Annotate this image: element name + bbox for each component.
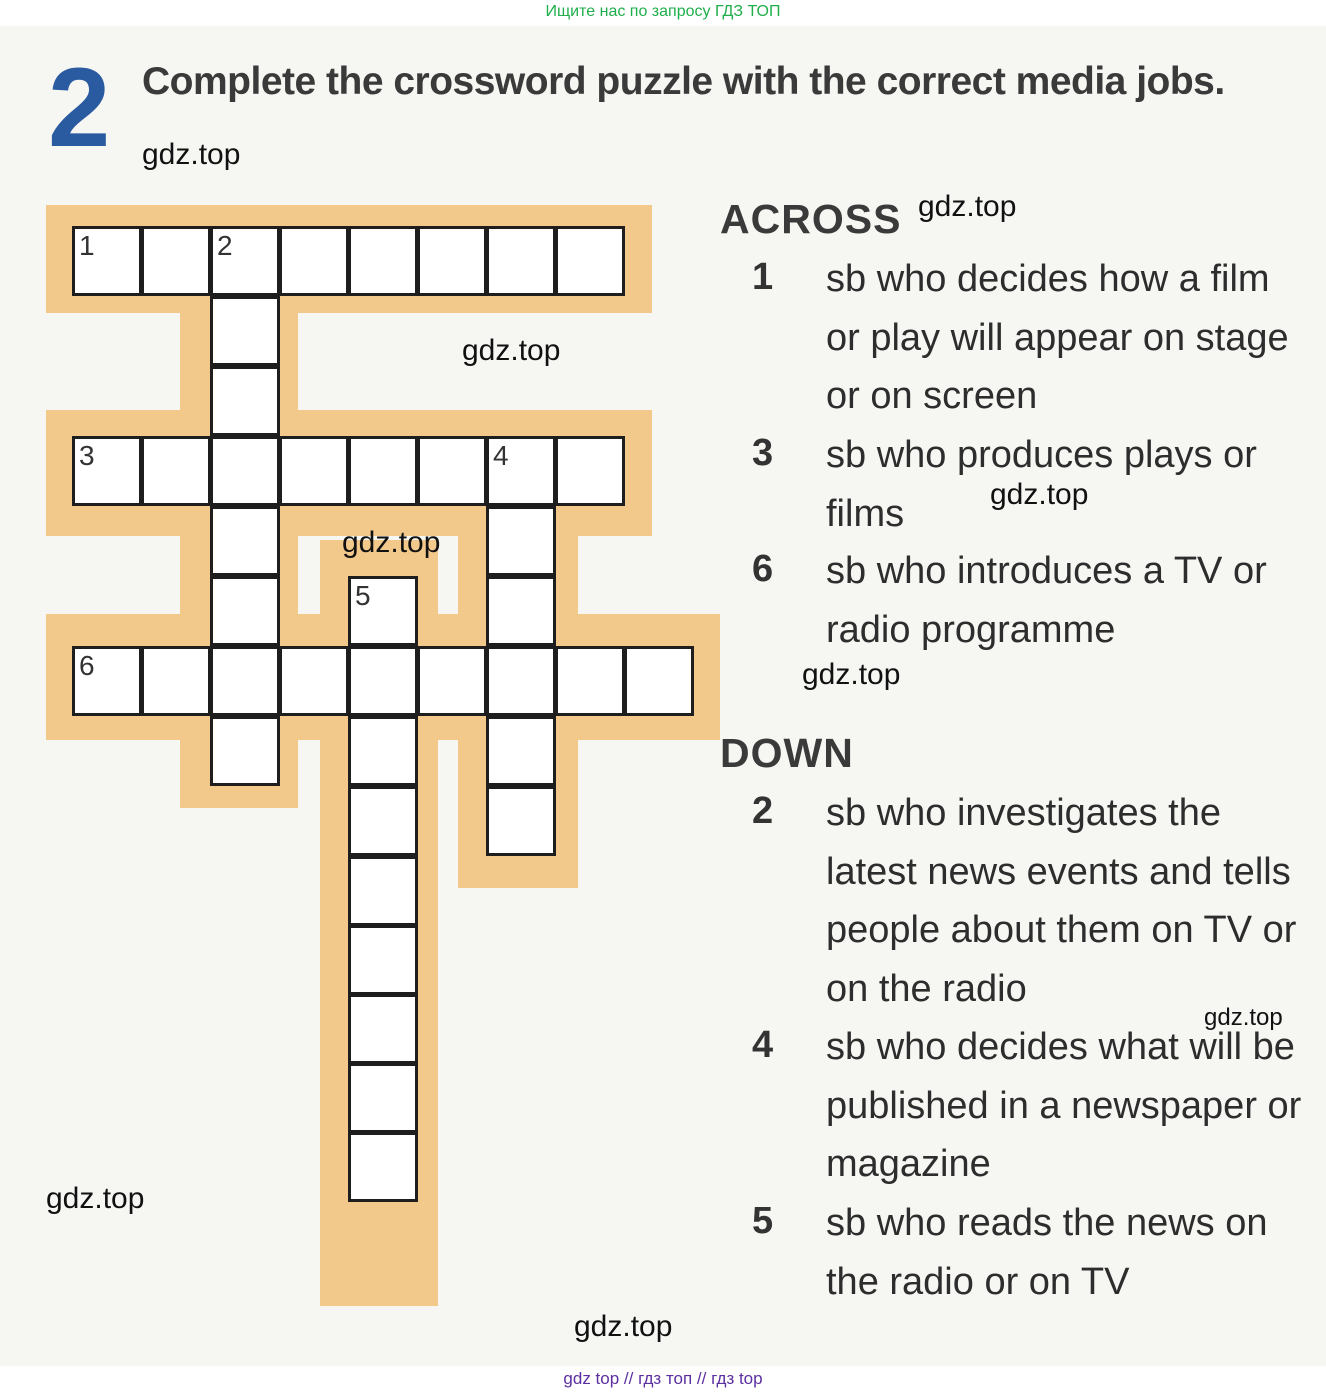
- crossword-cell[interactable]: [348, 646, 418, 716]
- crossword-cell[interactable]: [348, 1063, 418, 1133]
- cell-number: 4: [493, 440, 509, 471]
- crossword-cell-numbered[interactable]: [210, 226, 280, 296]
- watermark: gdz.top: [918, 190, 1017, 223]
- across-clue-text: sb who introduces a TV or radio programme: [826, 550, 1267, 651]
- watermark: gdz.top: [342, 526, 441, 559]
- crossword-cell[interactable]: [555, 646, 625, 716]
- crossword-cell-numbered[interactable]: [72, 226, 142, 296]
- down-clue-text: sb who reads the news on the radio or on TV: [826, 1202, 1268, 1303]
- crossword-cell[interactable]: [210, 296, 280, 366]
- top-banner[interactable]: Ищите нас по запросу ГДЗ ТОП: [545, 3, 781, 20]
- crossword-cell[interactable]: [348, 856, 418, 926]
- crossword-cell[interactable]: [348, 1132, 418, 1202]
- crossword-cell[interactable]: [624, 646, 694, 716]
- crossword-cell[interactable]: [348, 226, 418, 296]
- crossword-cell[interactable]: [141, 226, 211, 296]
- crossword-cell-numbered[interactable]: [348, 576, 418, 646]
- crossword-cell-numbered[interactable]: [72, 646, 142, 716]
- down-clue-number: 2: [752, 790, 774, 832]
- crossword-cell[interactable]: [279, 646, 349, 716]
- crossword-cell[interactable]: [417, 436, 487, 506]
- crossword-cell-numbered[interactable]: [486, 436, 556, 506]
- watermark: gdz.top: [1204, 1004, 1283, 1031]
- across-clue-number: 6: [752, 548, 774, 590]
- crossword-cell[interactable]: [555, 436, 625, 506]
- crossword-cell[interactable]: [210, 576, 280, 646]
- watermark: gdz.top: [802, 658, 901, 691]
- crossword-cell[interactable]: [417, 646, 487, 716]
- crossword-cell[interactable]: [279, 226, 349, 296]
- crossword-cell[interactable]: [279, 436, 349, 506]
- crossword-cell[interactable]: [486, 716, 556, 786]
- crossword-cell[interactable]: [210, 366, 280, 436]
- across-clue-text: sb who decides how a film or play will appear on stage or on screen: [826, 258, 1289, 417]
- down-heading: DOWN: [720, 730, 854, 776]
- crossword-cell[interactable]: [210, 506, 280, 576]
- cell-number: 3: [79, 440, 95, 471]
- cell-number: 6: [79, 650, 95, 681]
- down-clue-number: 4: [752, 1024, 774, 1066]
- watermark: gdz.top: [142, 138, 241, 171]
- across-heading: ACROSS: [720, 196, 902, 242]
- across-clue-number: 1: [752, 256, 774, 298]
- across-clue-number: 3: [752, 432, 774, 474]
- crossword-cell[interactable]: [486, 786, 556, 856]
- down-clue-number: 5: [752, 1200, 774, 1242]
- crossword-cell[interactable]: [417, 226, 487, 296]
- exercise-number: 2: [48, 45, 111, 170]
- crossword-cell[interactable]: [210, 436, 280, 506]
- cell-number: 1: [79, 230, 95, 261]
- crossword-cell-numbered[interactable]: [72, 436, 142, 506]
- crossword-cell[interactable]: [210, 716, 280, 786]
- cell-number: 5: [355, 580, 371, 611]
- crossword-cell[interactable]: [486, 226, 556, 296]
- crossword-cell[interactable]: [348, 786, 418, 856]
- crossword-cell[interactable]: [486, 646, 556, 716]
- crossword-cell[interactable]: [348, 436, 418, 506]
- crossword-cell[interactable]: [348, 716, 418, 786]
- watermark: gdz.top: [462, 334, 561, 367]
- exercise-title: Complete the crossword puzzle with the correct media jobs.: [142, 60, 1225, 103]
- watermark: gdz.top: [574, 1310, 673, 1343]
- crossword-cell[interactable]: [141, 436, 211, 506]
- footer-links[interactable]: gdz top // гдз топ // гдз top: [563, 1369, 763, 1388]
- cell-number: 2: [217, 230, 233, 261]
- crossword-cell[interactable]: [348, 994, 418, 1064]
- watermark: gdz.top: [990, 478, 1089, 511]
- crossword-cell[interactable]: [141, 646, 211, 716]
- crossword-cell[interactable]: [555, 226, 625, 296]
- crossword-cell[interactable]: [348, 925, 418, 995]
- down-clue-text: sb who investigates the latest news events and tells people about them on TV or on the radio: [826, 792, 1297, 1010]
- down-clue-text: sb who decides what will be published in a newspaper or magazine: [826, 1026, 1302, 1185]
- crossword-cell[interactable]: [486, 576, 556, 646]
- crossword-cell[interactable]: [486, 506, 556, 576]
- across-clue-text: sb who produces plays or films: [826, 434, 1257, 535]
- crossword-cell[interactable]: [210, 646, 280, 716]
- watermark: gdz.top: [46, 1182, 145, 1215]
